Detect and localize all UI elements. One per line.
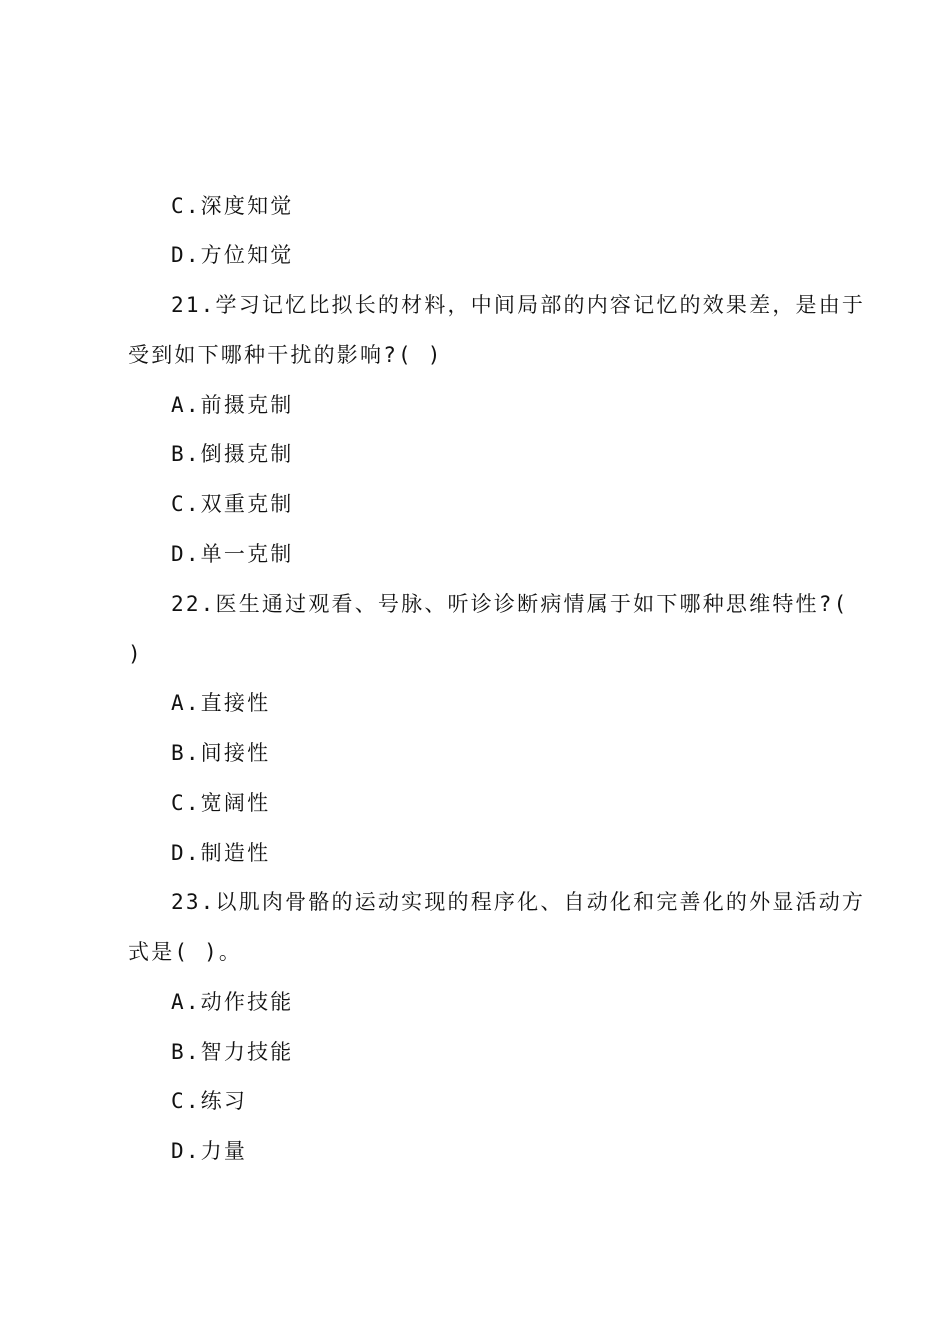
option-d: D.制造性 xyxy=(171,841,271,865)
option-c: C.双重克制 xyxy=(171,492,294,516)
option-d-orientation-perception: D.方位知觉 xyxy=(171,243,294,267)
question-22-line-2: ) xyxy=(128,642,143,666)
option-b: B.倒摄克制 xyxy=(171,442,294,466)
option-c-depth-perception: C.深度知觉 xyxy=(171,194,294,218)
option-a: A.前摄克制 xyxy=(171,393,294,417)
option-b: B.智力技能 xyxy=(171,1040,294,1064)
question-23-line-2: 式是( )。 xyxy=(128,940,243,964)
option-d: D.单一克制 xyxy=(171,542,294,566)
option-c: C.宽阔性 xyxy=(171,791,271,815)
question-21-line-2: 受到如下哪种干扰的影响?( ) xyxy=(128,343,443,367)
question-23-line-1: 23.以肌肉骨骼的运动实现的程序化、自动化和完善化的外显活动方 xyxy=(171,890,866,914)
option-c: C.练习 xyxy=(171,1089,248,1113)
option-b: B.间接性 xyxy=(171,741,271,765)
question-22-line-1: 22.医生通过观看、号脉、听诊诊断病情属于如下哪种思维特性?( xyxy=(171,592,849,616)
question-21-line-1: 21.学习记忆比拟长的材料，中间局部的内容记忆的效果差，是由于 xyxy=(171,293,866,317)
option-a: A.动作技能 xyxy=(171,990,294,1014)
option-a: A.直接性 xyxy=(171,691,271,715)
option-d: D.力量 xyxy=(171,1139,248,1163)
